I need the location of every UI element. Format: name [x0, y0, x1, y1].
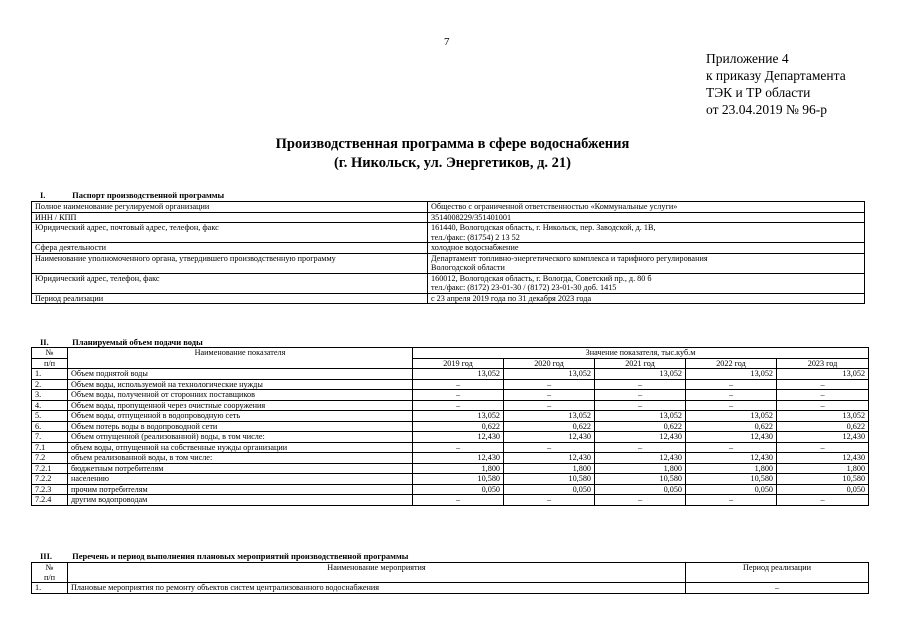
row-value: 10,580: [686, 474, 777, 485]
row-indicator-name: объем реализованной воды, в том числе:: [68, 453, 413, 464]
row-indicator-name: Объем отпущенной (реализованной) воды, в том числе:: [68, 432, 413, 443]
section-1-number: I.: [40, 190, 46, 200]
table-row: [32, 453, 869, 464]
table-row: [32, 495, 869, 506]
passport-value-line2: Вологодской области: [431, 263, 505, 272]
row-value: 12,430: [413, 432, 504, 443]
passport-label: Сфера деятельности: [32, 243, 428, 254]
row-value: 13,052: [595, 369, 686, 380]
header-number: №: [32, 348, 68, 359]
row-value: 12,430: [504, 432, 595, 443]
passport-value-line1: 161440, Вологодская область, г. Никольск, пер. Заводской, д. 1В,: [431, 223, 656, 232]
section-3-number: III.: [40, 551, 53, 561]
row-value: 0,622: [595, 421, 686, 432]
page-number: 7: [444, 36, 450, 48]
table-row: [32, 411, 869, 422]
section-1-title: Паспорт производственной программы: [72, 190, 225, 200]
passport-value-line2: тел./факс: (8172) 23-01-30 / (8172) 23-01-30 доб. 1415: [431, 283, 617, 292]
passport-value: [428, 202, 865, 213]
passport-value: [428, 253, 865, 273]
row-number: 3.: [32, 390, 68, 401]
row-indicator-name: объем воды, отпущенной на собственные нужды организации: [68, 442, 413, 453]
row-value: 0,050: [504, 484, 595, 495]
measures-header-name: Наименование мероприятия: [68, 563, 686, 583]
passport-label: Полное наименование регулируемой организации: [32, 202, 428, 213]
table-row: [32, 474, 869, 485]
header-year: 2020 год: [504, 358, 595, 369]
appendix-line-1: Приложение 4: [706, 51, 789, 66]
row-indicator-name: Объем потерь воды в водопроводной сети: [68, 421, 413, 432]
row-value: –: [777, 400, 869, 411]
row-value: 0,050: [595, 484, 686, 495]
passport-label: Период реализации: [32, 293, 428, 304]
table-row: [32, 442, 869, 453]
header-number-pp: п/п: [32, 358, 68, 369]
row-indicator-name: Объем поднятой воды: [68, 369, 413, 380]
table-row: [32, 379, 869, 390]
section-3-title: Перечень и период выполнения плановых мероприятий производственной программы: [72, 551, 409, 561]
title-line-1: Производственная программа в сфере водоснабжения: [275, 136, 630, 152]
row-number: 7.: [32, 432, 68, 443]
row-value: –: [777, 390, 869, 401]
appendix-block: [706, 50, 846, 118]
passport-value-line1: Департамент топливно-энергетического комплекса и тарифного регулирования: [431, 253, 708, 263]
row-indicator-name: Объем воды, пропущенной через очистные сооружения: [68, 400, 413, 411]
measures-number: 1.: [32, 583, 68, 594]
measures-header-number-line1: №: [45, 563, 54, 572]
measures-name: Плановые мероприятия по ремонту объектов систем централизованного водоснабжения: [68, 583, 686, 594]
row-value: 13,052: [777, 411, 869, 422]
table-row: [32, 463, 869, 474]
row-indicator-name: Объем воды, отпущенной в водопроводную сеть: [68, 411, 413, 422]
row-value: –: [686, 495, 777, 506]
appendix-line-2: к приказу Департамента: [706, 68, 846, 83]
table-row: [32, 369, 869, 380]
row-value: 12,430: [413, 453, 504, 464]
row-value: 13,052: [686, 411, 777, 422]
document-title: [0, 135, 905, 173]
row-value: 12,430: [686, 453, 777, 464]
row-value: 10,580: [777, 474, 869, 485]
row-value: –: [595, 495, 686, 506]
section-1-heading: [40, 190, 224, 200]
row-value: 10,580: [413, 474, 504, 485]
row-value: 12,430: [595, 453, 686, 464]
row-value: 1,800: [413, 463, 504, 474]
row-indicator-name: бюджетным потребителям: [68, 463, 413, 474]
row-value: –: [504, 442, 595, 453]
header-year: 2023 год: [777, 358, 869, 369]
row-number: 7.1: [32, 442, 68, 453]
measures-header-period: Период реализации: [686, 563, 869, 583]
row-value: 13,052: [595, 411, 686, 422]
row-value: 12,430: [504, 453, 595, 464]
row-value: 1,800: [595, 463, 686, 474]
header-indicator-name: Наименование показателя: [68, 348, 413, 369]
table-row: [32, 421, 869, 432]
passport-value: [428, 223, 865, 243]
row-value: 0,622: [777, 421, 869, 432]
passport-row: [32, 273, 865, 293]
row-number: 4.: [32, 400, 68, 411]
row-value: 0,050: [777, 484, 869, 495]
water-volume-table: [31, 347, 869, 506]
row-indicator-name: другим водопроводам: [68, 495, 413, 506]
row-value: –: [504, 390, 595, 401]
row-value: –: [413, 495, 504, 506]
row-value: –: [504, 379, 595, 390]
passport-label: Юридический адрес, телефон, факс: [32, 273, 428, 293]
row-value: 0,050: [686, 484, 777, 495]
row-number: 2.: [32, 379, 68, 390]
passport-row: [32, 212, 865, 223]
row-value: 13,052: [504, 411, 595, 422]
passport-value-line1: 160012, Вологодская область, г. Вологда, Советский пр., д. 80 б: [431, 273, 652, 283]
row-number: 1.: [32, 369, 68, 380]
passport-value-line1: Общество с ограниченной ответственностью «Коммунальные услуги»: [431, 202, 678, 211]
row-value: 10,580: [504, 474, 595, 485]
passport-value: [428, 243, 865, 254]
row-value: –: [595, 400, 686, 411]
row-value: 0,622: [413, 421, 504, 432]
passport-row: [32, 253, 865, 273]
passport-value-line1: с 23 апреля 2019 года по 31 декабря 2023 года: [431, 293, 592, 303]
row-value: 13,052: [413, 369, 504, 380]
appendix-line-3: ТЭК и ТР области: [706, 85, 811, 100]
table-row: [32, 432, 869, 443]
row-value: 12,430: [595, 432, 686, 443]
row-number: 7.2: [32, 453, 68, 464]
row-value: 1,800: [504, 463, 595, 474]
row-value: –: [686, 442, 777, 453]
row-value: 12,430: [777, 432, 869, 443]
row-value: –: [686, 379, 777, 390]
row-value: 0,622: [504, 421, 595, 432]
measures-period: –: [686, 583, 869, 594]
row-indicator-name: населению: [68, 474, 413, 485]
measures-header-number: [32, 563, 68, 583]
row-value: 0,622: [686, 421, 777, 432]
passport-row: [32, 202, 865, 213]
measures-row: [32, 583, 869, 594]
row-value: –: [686, 390, 777, 401]
row-value: –: [504, 495, 595, 506]
row-value: –: [595, 390, 686, 401]
header-year: 2022 год: [686, 358, 777, 369]
row-value: –: [413, 442, 504, 453]
passport-label: Наименование уполномоченного органа, утвердившего производственную программу: [32, 253, 428, 273]
table-row: [32, 390, 869, 401]
row-value: 12,430: [777, 453, 869, 464]
header-year: 2021 год: [595, 358, 686, 369]
row-value: –: [595, 442, 686, 453]
table-row: [32, 484, 869, 495]
measures-header-number-line2: п/п: [43, 572, 56, 582]
measures-table: [31, 562, 869, 594]
section-2-title: Планируемый объем подачи воды: [72, 337, 203, 347]
row-number: 7.2.2: [32, 474, 68, 485]
row-value: –: [777, 495, 869, 506]
row-value: –: [413, 400, 504, 411]
row-number: 7.2.4: [32, 495, 68, 506]
passport-value-line1: 3514008229/351401001: [431, 212, 512, 222]
row-number: 5.: [32, 411, 68, 422]
row-number: 7.2.1: [32, 463, 68, 474]
row-number: 7.2.3: [32, 484, 68, 495]
row-number: 6.: [32, 421, 68, 432]
title-line-2: (г. Никольск, ул. Энергетиков, д. 21): [333, 155, 572, 171]
passport-value: [428, 273, 865, 293]
passport-label: ИНН / КПП: [32, 212, 428, 223]
passport-row: [32, 293, 865, 304]
row-value: 13,052: [504, 369, 595, 380]
row-value: 1,800: [777, 463, 869, 474]
row-value: 13,052: [413, 411, 504, 422]
section-2-heading: [40, 337, 203, 347]
row-value: –: [595, 379, 686, 390]
passport-value: [428, 293, 865, 304]
header-year: 2019 год: [413, 358, 504, 369]
row-value: –: [413, 390, 504, 401]
row-value: 13,052: [777, 369, 869, 380]
passport-table: [31, 201, 865, 304]
header-indicator-value: Значение показателя, тыс.куб.м: [413, 348, 869, 359]
row-value: 1,800: [686, 463, 777, 474]
row-indicator-name: Объем воды, используемой на технологические нужды: [68, 379, 413, 390]
row-value: 0,050: [413, 484, 504, 495]
row-value: –: [777, 379, 869, 390]
row-value: 10,580: [595, 474, 686, 485]
row-value: 12,430: [686, 432, 777, 443]
row-value: –: [686, 400, 777, 411]
passport-row: [32, 223, 865, 243]
passport-value: [428, 212, 865, 223]
appendix-line-4: от 23.04.2019 № 96-р: [706, 102, 827, 117]
passport-label: Юридический адрес, почтовый адрес, телефон, факс: [32, 223, 428, 243]
row-indicator-name: прочим потребителям: [68, 484, 413, 495]
table-row: [32, 400, 869, 411]
passport-value-line2: тел./факс: (81754) 2 13 52: [431, 232, 520, 242]
row-value: –: [777, 442, 869, 453]
section-2-number: II.: [40, 337, 49, 347]
section-3-heading: [40, 551, 408, 561]
passport-row: [32, 243, 865, 254]
row-value: –: [504, 400, 595, 411]
row-value: 13,052: [686, 369, 777, 380]
passport-value-line1: холодное водоснабжение: [431, 243, 519, 252]
row-value: –: [413, 379, 504, 390]
row-indicator-name: Объем воды, полученной от сторонних поставщиков: [68, 390, 413, 401]
